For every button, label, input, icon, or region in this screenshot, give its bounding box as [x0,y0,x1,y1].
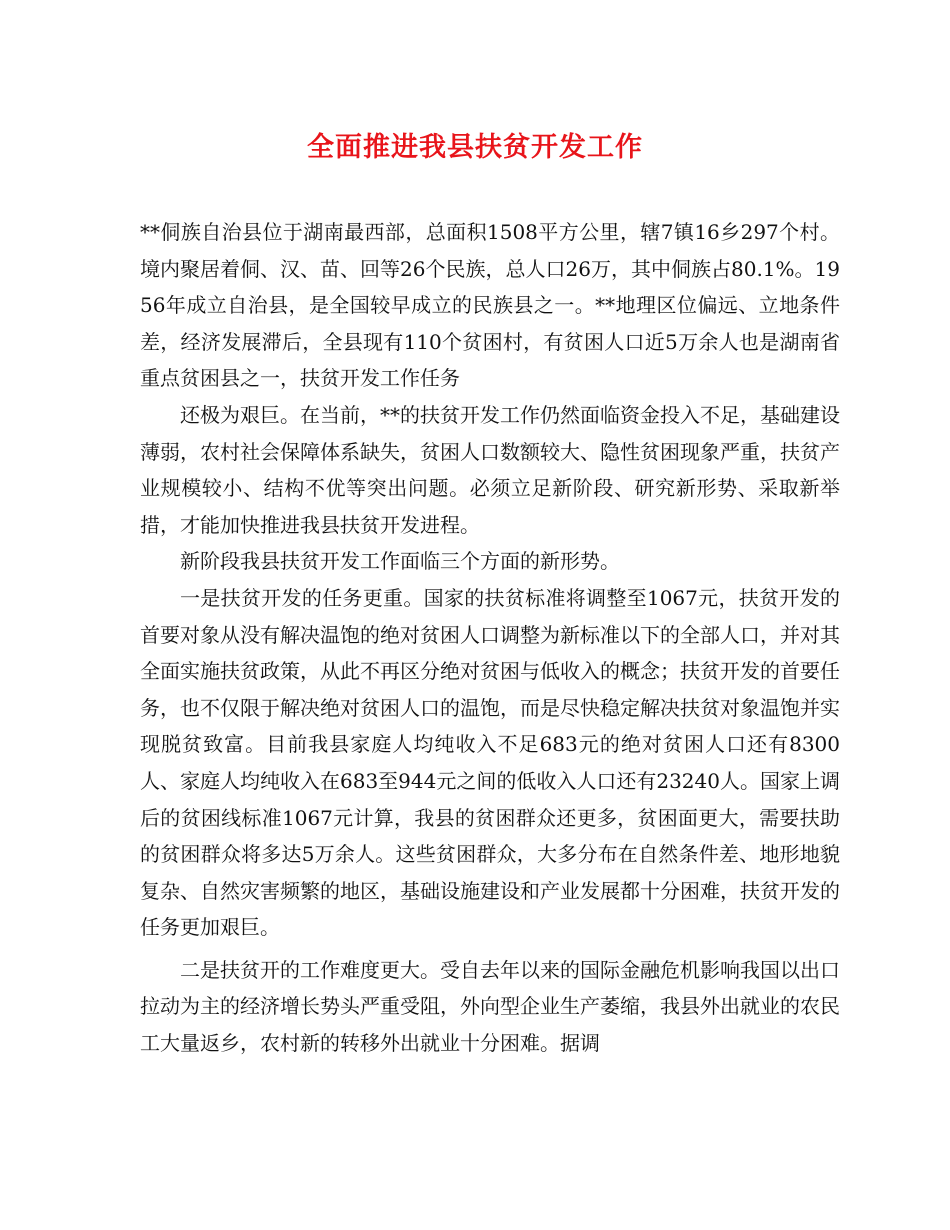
paragraph-point-one: 一是扶贫开发的任务更重。国家的扶贫标准将调整至1067元，扶贫开发的首要对象从没有解决温饱的绝对贫困人口调整为新标准以下的全部人口，并对其全面实施扶贫政策，从此不再区分绝对贫困与低收入的概念；扶贫开发的首要任务，也不仅限于解决绝对贫困人口的温饱，而是尽快稳定解决扶贫对象温饱并实现脱贫致富。目前我县家庭人均纯收入不足683元的绝对贫困人口还有8300人、家庭人均纯收入在683至944元之间的低收入人口还有23240人。国家上调后的贫困线标准1067元计算，我县的贫困群众还更多，贫困面更大，需要扶助的贫困群众将多达5万余人。这些贫困群众，大多分布在自然条件差、地形地貌复杂、自然灾害频繁的地区，基础设施建设和产业发展都十分困难，扶贫开发的任务更加艰巨。 [140,585,840,940]
paragraph-challenges: 还极为艰巨。在当前，**的扶贫开发工作仍然面临资金投入不足，基础建设薄弱，农村社会保障体系缺失，贫困人口数额较大、隐性贫困现象严重，扶贫产业规模较小、结构不优等突出问题。必须立足新阶段、研究新形势、采取新举措，才能加快推进我县扶贫开发进程。 [140,402,840,537]
document-body [140,214,840,1062]
paragraph-point-two: 二是扶贫开的工作难度更大。受自去年以来的国际金融危机影响我国以出口拉动为主的经济增长势头严重受阻，外向型企业生产萎缩，我县外出就业的农民工大量返乡，农村新的转移外出就业十分困难。据调 [140,957,840,1056]
document-title: 全面推进我县扶贫开发工作 [307,132,643,163]
paragraph-intro: **侗族自治县位于湖南最西部，总面积1508平方公里，辖7镇16乡297个村。境内聚居着侗、汉、苗、回等26个民族，总人口26万，其中侗族占80.1%。1956年成立自治县，是全国较早成立的民族县之一。**地理区位偏远、立地条件差，经济发展滞后，全县现有110个贫困村，有贫困人口近5万余人也是湖南省重点贫困县之一，扶贫开发工作任务 [140,220,840,391]
paragraph-new-situation: 新阶段我县扶贫开发工作面临三个方面的新形势。 [180,549,620,574]
